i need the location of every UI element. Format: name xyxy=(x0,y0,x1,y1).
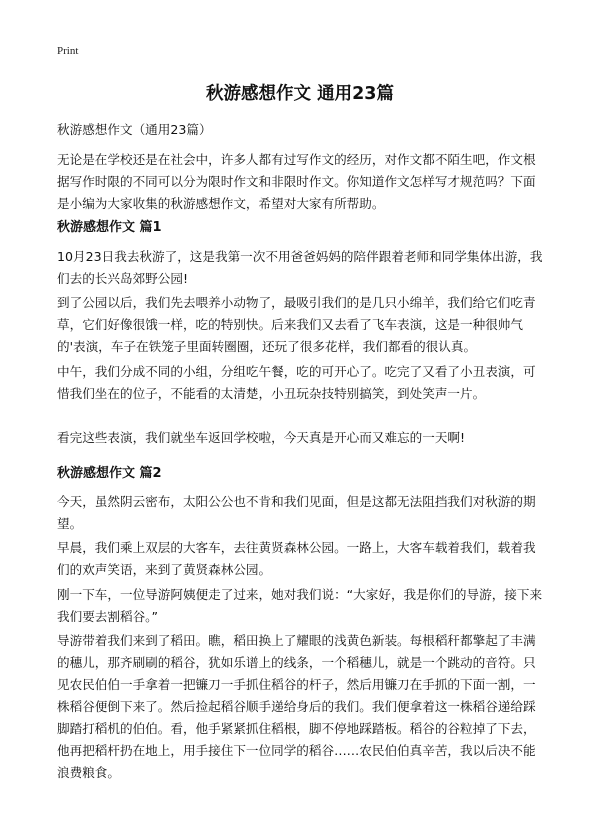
section2-paragraph: 今天，虽然阴云密布，太阳公公也不肯和我们见面，但是这都无法阻挡我们对秋游的期望。 xyxy=(57,494,536,531)
intro-paragraph: 无论是在学校还是在社会中，许多人都有过写作文的经历，对作文都不陌生吧，作文根据写作时限的不同可以分为限时作文和非限时作文。你知道作文怎样写才规范吗？下面是小编为大家收集的秋游感想作文，希望对大家有所帮助。 xyxy=(57,152,536,211)
section-heading-1: 秋游感想作文 篇1 xyxy=(57,220,162,235)
section1-paragraph: 10月23日我去秋游了，这是我第一次不用爸爸妈妈的陪伴跟着老师和同学集体出游，我们去的长兴岛郊野公园! xyxy=(57,249,543,286)
section2-paragraph: 早晨，我们乘上双层的大客车，去往黄贤森林公园。一路上，大客车载着我们，载着我们的欢声笑语，来到了黄贤森林公园。 xyxy=(57,540,536,577)
section2-paragraph: 导游带着我们来到了稻田。瞧，稻田换上了耀眼的浅黄色新装。每根稻秆都擎起了丰满的穗儿，那齐刷刷的稻谷，犹如乐谱上的线条，一个稻穗儿，就是一个跳动的音符。只见农民伯伯一手拿着一把镰刀一手抓住稻谷的杆子，然后用镰刀在手抓的下面一割，一株稻谷便倒下来了。然后捡起稻谷顺手递给身后的我们。我们便拿着这一株稻谷递给踩脚踏打稻机的伯伯。看，他手紧紧抓住稻根，脚不停地踩踏板。稻谷的谷粒掉了下去，他再把稻杆扔在地上，用手接住下一位同学的稻谷……农民伯伯真辛苦，我以后决不能浪费粮食。 xyxy=(57,633,536,780)
print-label[interactable]: Print xyxy=(57,45,79,57)
section1-paragraph: 看完这些表演，我们就坐车返回学校啦，今天真是开心而又难忘的一天啊! xyxy=(57,430,466,445)
section1-paragraph: 中午，我们分成不同的小组，分组吃午餐，吃的可开心了。吃完了又看了小丑表演，可惜我们坐在的位子，不能看的太清楚，小丑玩杂技特别搞笑，到处笑声一片。 xyxy=(57,364,536,401)
section2-paragraph: 刚一下车，一位导游阿姨便走了过来，她对我们说：“大家好，我是你们的导游，接下来我们要去割稻谷。” xyxy=(57,587,543,624)
section1-paragraph: 到了公园以后，我们先去喂养小动物了，最吸引我们的是几只小绵羊，我们给它们吃青草，它们好像很饿一样，吃的特别快。后来我们又去看了飞车表演，这是一种很帅气的'表演，车子在铁笼子里面转圈圈，还玩了很多花样，我们都看的很认真。 xyxy=(57,295,536,354)
section-heading-2: 秋游感想作文 篇2 xyxy=(57,466,162,481)
document-subtitle: 秋游感想作文（通用23篇） xyxy=(57,122,212,137)
document-title: 秋游感想作文 通用23篇 xyxy=(206,84,394,104)
